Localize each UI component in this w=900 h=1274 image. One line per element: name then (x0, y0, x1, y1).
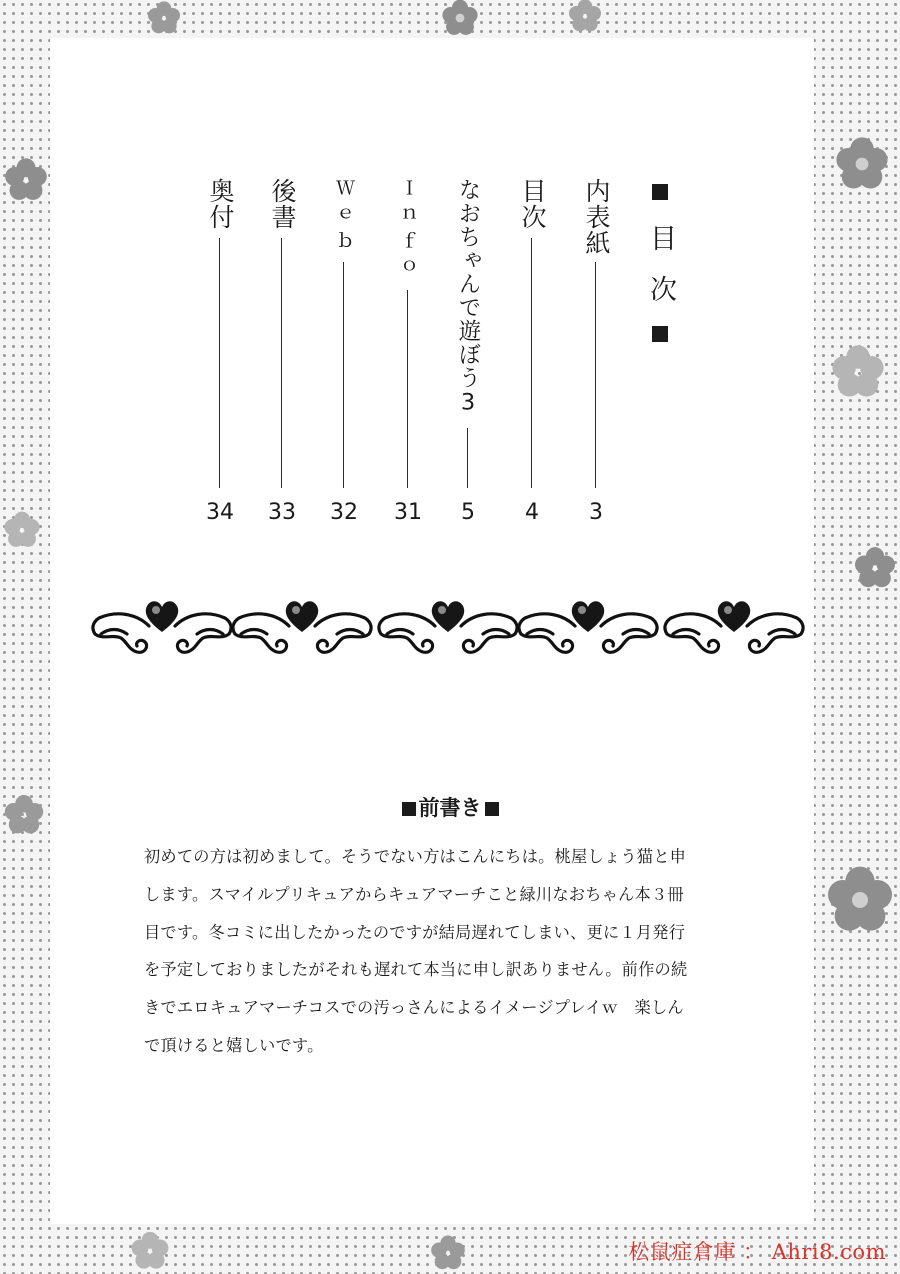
foreword-line: で頂けると嬉しいです。 (144, 1035, 324, 1055)
toc-entry-title: 後書 (268, 178, 297, 230)
toc-entry-page: 32 (330, 500, 358, 525)
toc-heading-char: 目 (645, 224, 676, 251)
flower-icon (0, 500, 44, 560)
toc-leader-line (595, 262, 596, 488)
toc-entry (576, 178, 616, 528)
toc-entry-title: 目次 (518, 178, 547, 230)
foreword-title-text: 前書き (418, 796, 482, 820)
flower-icon (826, 340, 890, 404)
toc-entry-title: 奥付 (206, 178, 235, 230)
flower-icon (850, 540, 900, 596)
watermark: 松鼠症倉庫 ： Ahri8.com (628, 1240, 886, 1264)
square-bullet-icon (402, 802, 416, 816)
winged-heart-icon (659, 590, 809, 670)
toc-leader-line (343, 262, 344, 488)
square-bullet-icon (485, 802, 499, 816)
flower-icon (430, 0, 490, 40)
toc-entry (448, 178, 488, 528)
flower-icon (820, 860, 900, 940)
toc-entry-title: Ｗｅｂ (333, 178, 355, 256)
toc-heading-char: 次 (645, 275, 676, 302)
toc-entry-title: なおちゃんで遊ぼう3 (455, 178, 481, 417)
toc-entry (388, 178, 428, 528)
toc-entry (262, 178, 302, 528)
toc-entry-page: 33 (268, 500, 296, 525)
toc-entry (200, 178, 240, 528)
toc-entry-page: 3 (589, 500, 603, 525)
winged-heart-icon (227, 590, 377, 670)
square-bullet-icon (652, 184, 668, 200)
foreword-line: します。スマイルプリキュアからキュアマーチこと緑川なおちゃん本３冊 (144, 884, 684, 904)
flower-icon (830, 132, 894, 196)
toc-entry-page: 31 (394, 500, 422, 525)
toc-leader-line (531, 238, 532, 488)
flower-icon (138, 0, 190, 38)
foreword-body (144, 838, 764, 1065)
toc-leader-line (219, 238, 220, 488)
toc-entry-page: 34 (206, 500, 234, 525)
flower-icon (120, 1228, 180, 1274)
foreword-line: 初めての方は初めまして。そうでない方はこんにちは。桃屋しょう猫と申 (144, 847, 687, 866)
foreword-title (0, 792, 900, 822)
square-bullet-icon (652, 326, 668, 342)
toc-leader-line (467, 428, 468, 488)
toc-entry-page: 5 (461, 500, 475, 525)
toc-leader-line (407, 290, 408, 488)
flower-icon (420, 1232, 476, 1274)
foreword-line: を予定しておりましたがそれも遅れて本当に申し訳ありません。前作の続 (144, 960, 688, 980)
toc-entry-page: 4 (525, 500, 539, 525)
winged-heart-icon (513, 590, 663, 670)
toc-leader-line (281, 238, 282, 488)
toc-entry-title: Ｉｎｆｏ (397, 178, 419, 282)
winged-heart-icon (373, 590, 523, 670)
toc-entry (512, 178, 552, 528)
foreword-line: きでエロキュアマーチコスでの汚っさんによるイメージプレイｗ 楽しん (144, 998, 684, 1018)
toc-entry-title: 内表紙 (582, 178, 611, 256)
toc-heading (642, 184, 678, 342)
flower-icon (560, 0, 610, 36)
flower-icon (0, 150, 52, 210)
toc-entry (324, 178, 364, 528)
winged-heart-icon (87, 590, 237, 670)
foreword-line: 目です。冬コミに出したかったのですが結局遅れてしまい、更に１月発行 (144, 922, 686, 942)
